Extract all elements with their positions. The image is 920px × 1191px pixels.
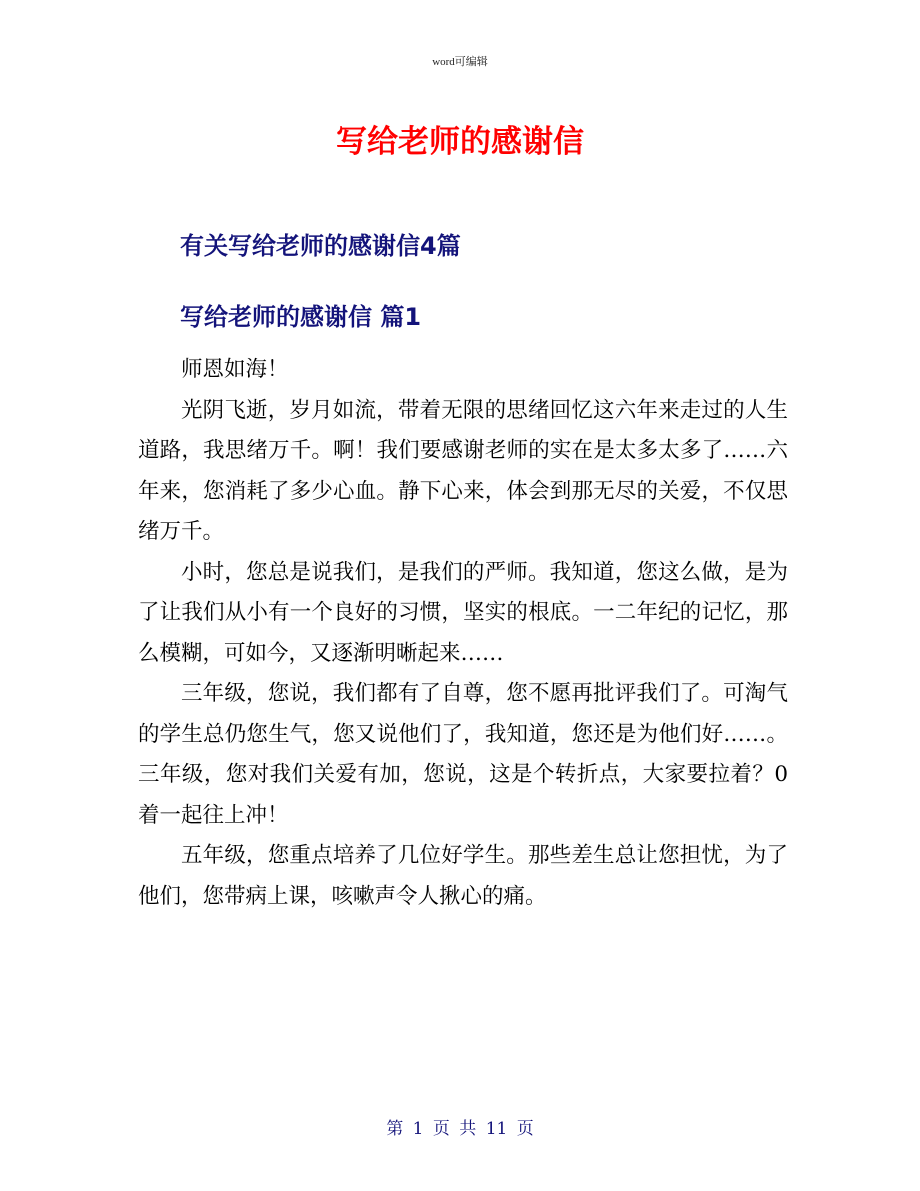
paragraph: 小时，您总是说我们，是我们的严师。我知道，您这么做，是为了让我们从小有一个良好的习惯，坚实的根底。一二年纪的记忆，那么模糊，可如今，又逐渐明晰起来…… <box>138 559 788 666</box>
paragraph: 光阴飞逝，岁月如流，带着无限的思绪回忆这六年来走过的人生道路，我思绪万千。啊！我们要感谢老师的实在是太多太多了……六年来，您消耗了多少心血。静下心来，体会到那无尽的关爱，不仅思绪万千。 <box>138 397 788 544</box>
page-indicator: 第 1 页 共 11 页 <box>386 1119 534 1139</box>
document-title: 写给老师的感谢信 <box>336 124 584 160</box>
letter-body <box>138 350 788 917</box>
header-note: word可编辑 <box>432 56 488 68</box>
paragraph: 三年级，您说，我们都有了自尊，您不愿再批评我们了。可淘气的学生总仍您生气，您又说他们了，我知道，您还是为他们好……。三年级，您对我们关爱有加，您说，这是个转折点，大家要拉着？0着一起往上冲！ <box>138 681 788 828</box>
paragraph: 师恩如海！ <box>181 357 289 382</box>
main-heading: 有关写给老师的感谢信4篇 <box>180 232 461 260</box>
paragraph: 五年级，您重点培养了几位好学生。那些差生总让您担忧，为了他们，您带病上课，咳嗽声令人揪心的痛。 <box>138 843 788 909</box>
section-heading: 写给老师的感谢信 篇1 <box>180 303 422 331</box>
